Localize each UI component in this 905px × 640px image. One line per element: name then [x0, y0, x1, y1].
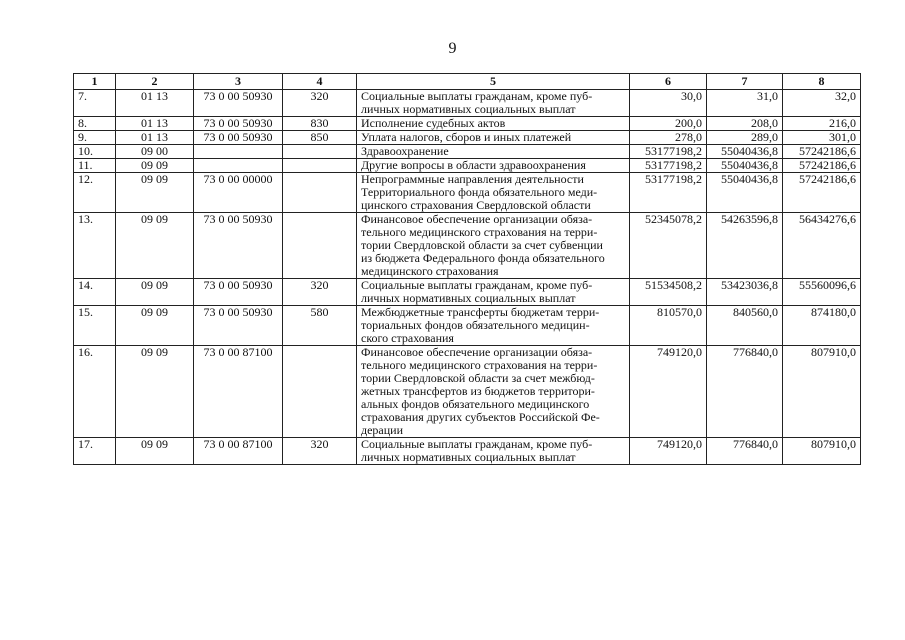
table-row — [74, 90, 861, 117]
description-cell — [357, 117, 630, 131]
target-code-cell: 73 0 00 50930 — [194, 306, 283, 346]
target-code-cell: 73 0 00 50930 — [194, 213, 283, 279]
table-row — [74, 213, 861, 279]
row-number-cell: 14. — [74, 279, 116, 306]
amount-year2-cell: 289,0 — [707, 131, 783, 145]
target-code-cell — [194, 159, 283, 173]
header-cell: 3 — [194, 74, 283, 90]
table-row — [74, 306, 861, 346]
amount-year2-cell: 840560,0 — [707, 306, 783, 346]
row-number-cell: 15. — [74, 306, 116, 346]
expense-kind-cell: 830 — [283, 117, 357, 131]
description-cell — [357, 279, 630, 306]
section-code-cell: 09 09 — [116, 173, 194, 213]
header-row — [74, 74, 861, 90]
header-cell: 8 — [783, 74, 861, 90]
table-row — [74, 159, 861, 173]
description-line: Межбюджетные трансферты бюджетам терри- — [361, 305, 600, 319]
expense-kind-cell: 580 — [283, 306, 357, 346]
table-row — [74, 279, 861, 306]
row-number-cell: 11. — [74, 159, 116, 173]
amount-year1-cell: 53177198,2 — [630, 173, 707, 213]
amount-year3-cell: 55560096,6 — [783, 279, 861, 306]
expense-kind-cell — [283, 213, 357, 279]
description-line: тельного медицинского страхования на терри- — [361, 358, 598, 372]
amount-year1-cell: 278,0 — [630, 131, 707, 145]
expense-kind-cell — [283, 145, 357, 159]
expense-kind-cell: 320 — [283, 438, 357, 465]
description-line: Финансовое обеспечение организации обяза- — [361, 212, 593, 226]
header-cell: 1 — [74, 74, 116, 90]
section-code-cell: 09 09 — [116, 438, 194, 465]
section-code-cell: 09 09 — [116, 346, 194, 438]
page-number: 9 — [448, 40, 457, 57]
header-cell: 4 — [283, 74, 357, 90]
expense-kind-cell: 320 — [283, 279, 357, 306]
description-line: Исполнение судебных актов — [361, 116, 506, 130]
amount-year3-cell: 301,0 — [783, 131, 861, 145]
section-code-cell: 01 13 — [116, 90, 194, 117]
amount-year3-cell: 216,0 — [783, 117, 861, 131]
section-code-cell: 09 09 — [116, 159, 194, 173]
description-cell — [357, 145, 630, 159]
description-line: личных нормативных социальных выплат — [361, 450, 576, 464]
table-row — [74, 117, 861, 131]
amount-year2-cell: 208,0 — [707, 117, 783, 131]
description-line: ского страхования — [361, 331, 454, 345]
header-cell: 6 — [630, 74, 707, 90]
expense-kind-cell — [283, 159, 357, 173]
description-line: медицинского страхования — [361, 264, 499, 278]
amount-year1-cell: 52345078,2 — [630, 213, 707, 279]
target-code-cell: 73 0 00 50930 — [194, 279, 283, 306]
table-row — [74, 131, 861, 145]
description-line: цинского страхования Свердловской области — [361, 198, 591, 212]
row-number-cell: 10. — [74, 145, 116, 159]
amount-year2-cell: 55040436,8 — [707, 173, 783, 213]
table-body — [74, 90, 861, 465]
description-line: тельного медицинского страхования на терри- — [361, 225, 598, 239]
row-number-cell: 17. — [74, 438, 116, 465]
description-line: личных нормативных социальных выплат — [361, 291, 576, 305]
amount-year3-cell: 807910,0 — [783, 438, 861, 465]
description-line: Непрограммные направления деятельности — [361, 172, 584, 186]
description-cell — [357, 306, 630, 346]
description-line: альных фондов обязательного медицинского — [361, 397, 590, 411]
row-number-cell: 13. — [74, 213, 116, 279]
amount-year3-cell: 874180,0 — [783, 306, 861, 346]
header-cell: 5 — [357, 74, 630, 90]
amount-year1-cell: 810570,0 — [630, 306, 707, 346]
target-code-cell: 73 0 00 50930 — [194, 90, 283, 117]
description-line: жетных трансфертов из бюджетов территори- — [361, 384, 595, 398]
amount-year3-cell: 807910,0 — [783, 346, 861, 438]
amount-year3-cell: 57242186,6 — [783, 159, 861, 173]
description-cell — [357, 438, 630, 465]
amount-year1-cell: 53177198,2 — [630, 159, 707, 173]
section-code-cell: 09 00 — [116, 145, 194, 159]
target-code-cell: 73 0 00 87100 — [194, 438, 283, 465]
description-cell — [357, 173, 630, 213]
amount-year2-cell: 53423036,8 — [707, 279, 783, 306]
description-line: Здравоохранение — [361, 144, 449, 158]
description-line: страхования других субъектов Российской Фе- — [361, 410, 600, 424]
target-code-cell: 73 0 00 50930 — [194, 117, 283, 131]
description-line: тории Свердловской области за счет межбюд- — [361, 371, 595, 385]
target-code-cell: 73 0 00 00000 — [194, 173, 283, 213]
amount-year2-cell: 55040436,8 — [707, 145, 783, 159]
target-code-cell — [194, 145, 283, 159]
table-row — [74, 438, 861, 465]
section-code-cell: 01 13 — [116, 131, 194, 145]
expense-kind-cell: 320 — [283, 90, 357, 117]
section-code-cell: 09 09 — [116, 306, 194, 346]
amount-year1-cell: 749120,0 — [630, 438, 707, 465]
description-line: из бюджета Федерального фонда обязательного — [361, 251, 605, 265]
description-line: Финансовое обеспечение организации обяза- — [361, 345, 593, 359]
description-line: Социальные выплаты гражданам, кроме пуб- — [361, 89, 593, 103]
target-code-cell: 73 0 00 50930 — [194, 131, 283, 145]
header-cell: 7 — [707, 74, 783, 90]
amount-year3-cell: 57242186,6 — [783, 145, 861, 159]
budget-table — [73, 73, 861, 465]
section-code-cell: 09 09 — [116, 213, 194, 279]
description-cell — [357, 90, 630, 117]
target-code-cell: 73 0 00 87100 — [194, 346, 283, 438]
amount-year3-cell: 56434276,6 — [783, 213, 861, 279]
section-code-cell: 09 09 — [116, 279, 194, 306]
table-row — [74, 346, 861, 438]
section-code-cell: 01 13 — [116, 117, 194, 131]
amount-year2-cell: 776840,0 — [707, 438, 783, 465]
description-line: Территориального фонда обязательного меди- — [361, 185, 598, 199]
row-number-cell: 16. — [74, 346, 116, 438]
amount-year1-cell: 30,0 — [630, 90, 707, 117]
row-number-cell: 12. — [74, 173, 116, 213]
description-cell — [357, 159, 630, 173]
description-cell — [357, 213, 630, 279]
row-number-cell: 9. — [74, 131, 116, 145]
amount-year1-cell: 53177198,2 — [630, 145, 707, 159]
amount-year1-cell: 51534508,2 — [630, 279, 707, 306]
description-line: Уплата налогов, сборов и иных платежей — [361, 130, 572, 144]
amount-year2-cell: 54263596,8 — [707, 213, 783, 279]
table-row — [74, 145, 861, 159]
amount-year3-cell: 57242186,6 — [783, 173, 861, 213]
description-line: Социальные выплаты гражданам, кроме пуб- — [361, 278, 593, 292]
description-line: ториальных фондов обязательного медицин- — [361, 318, 590, 332]
description-line: тории Свердловской области за счет субвенции — [361, 238, 603, 252]
amount-year2-cell: 776840,0 — [707, 346, 783, 438]
description-line: Другие вопросы в области здравоохранения — [361, 158, 586, 172]
header-cell: 2 — [116, 74, 194, 90]
amount-year3-cell: 32,0 — [783, 90, 861, 117]
description-cell — [357, 346, 630, 438]
expense-kind-cell — [283, 346, 357, 438]
expense-kind-cell — [283, 173, 357, 213]
description-line: личных нормативных социальных выплат — [361, 102, 576, 116]
row-number-cell: 7. — [74, 90, 116, 117]
amount-year1-cell: 200,0 — [630, 117, 707, 131]
row-number-cell: 8. — [74, 117, 116, 131]
description-line: Социальные выплаты гражданам, кроме пуб- — [361, 437, 593, 451]
description-cell — [357, 131, 630, 145]
table-row — [74, 173, 861, 213]
description-line: дерации — [361, 423, 404, 437]
amount-year1-cell: 749120,0 — [630, 346, 707, 438]
amount-year2-cell: 55040436,8 — [707, 159, 783, 173]
expense-kind-cell: 850 — [283, 131, 357, 145]
amount-year2-cell: 31,0 — [707, 90, 783, 117]
